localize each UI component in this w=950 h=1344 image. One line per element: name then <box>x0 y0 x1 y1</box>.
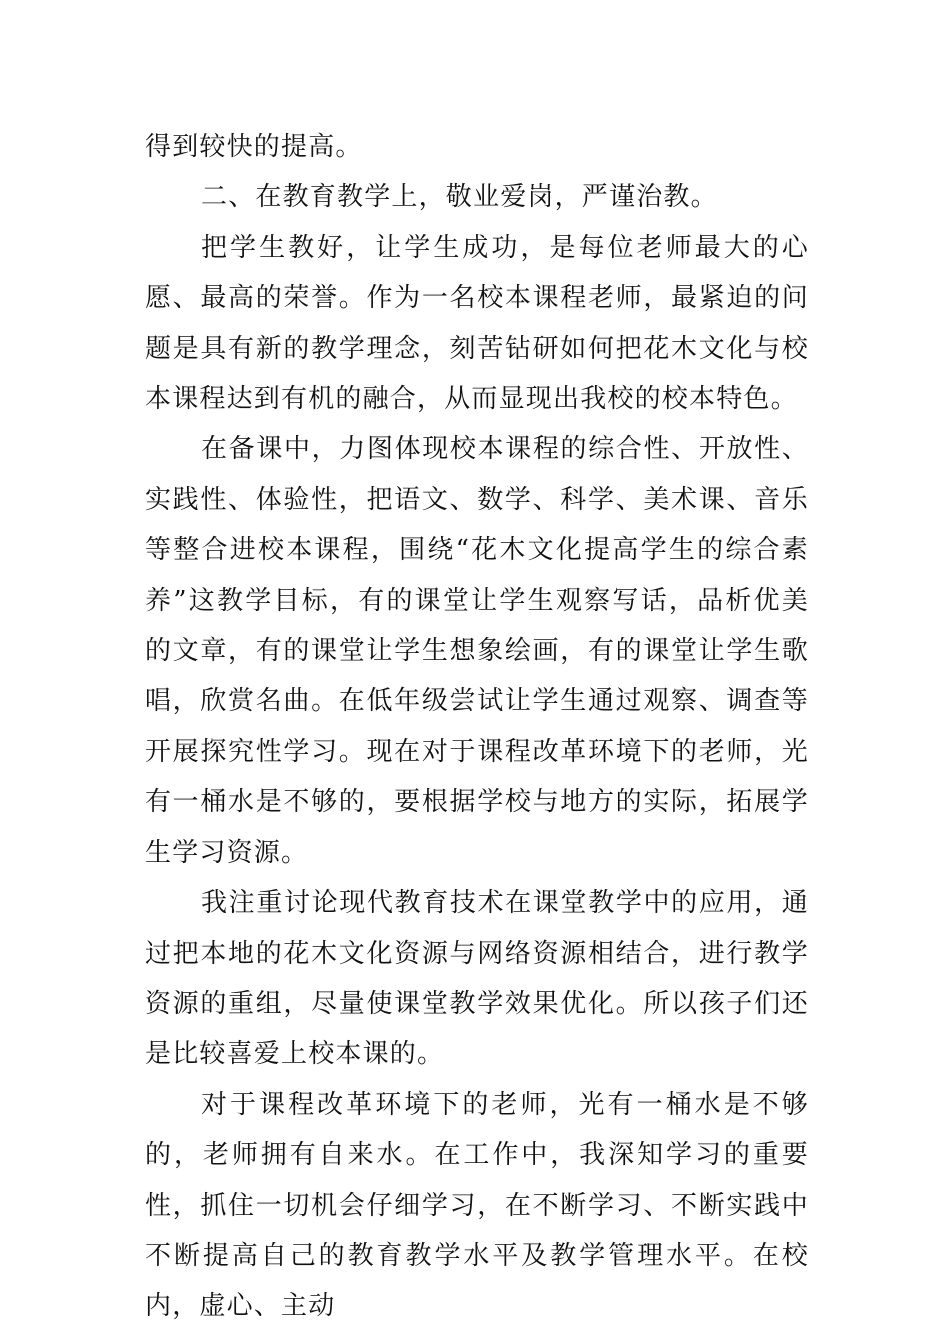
paragraph: 我注重讨论现代教育技术在课堂教学中的应用，通过把本地的花木文化资源与网络资源相结合，进行教学资源的重组，尽量使课堂教学效果优化。所以孩子们还是比较喜爱上校本课的。 <box>145 888 809 1070</box>
paragraph: 在备课中，力图体现校本课程的综合性、开放性、实践性、体验性，把语文、数学、科学、美术课、音乐等整合进校本课程，围绕“花木文化提高学生的综合素养”这教学目标，有的课堂让学生观察写话，品析优美的文章，有的课堂让学生想象绘画，有的课堂让学生歌唱，欣赏名曲。在低年级尝试让学生通过观察、调查等开展探究性学习。现在对于课程改革环境下的老师，光有一桶水是不够的，要根据学校与地方的实际，拓展学生学习资源。 <box>145 434 809 868</box>
paragraph: 对于课程改革环境下的老师，光有一桶水是不够的，老师拥有自来水。在工作中，我深知学习的重要性，抓住一切机会仔细学习，在不断学习、不断实践中不断提高自己的教育教学水平及教学管理水平。在校内，虚心、主动 <box>145 1089 809 1322</box>
paragraph: 把学生教好，让学生成功，是每位老师最大的心愿、最高的荣誉。作为一名校本课程老师，最紧迫的问题是具有新的教学理念，刻苦钻研如何把花木文化与校本课程达到有机的融合，从而显现出我校的校本特色。 <box>145 232 809 415</box>
section-heading: 二、在教育教学上，敬业爱岗，严谨治教。 <box>201 182 718 213</box>
paragraph-continuation: 得到较快的提高。 <box>145 132 363 162</box>
body-text <box>145 122 809 1332</box>
